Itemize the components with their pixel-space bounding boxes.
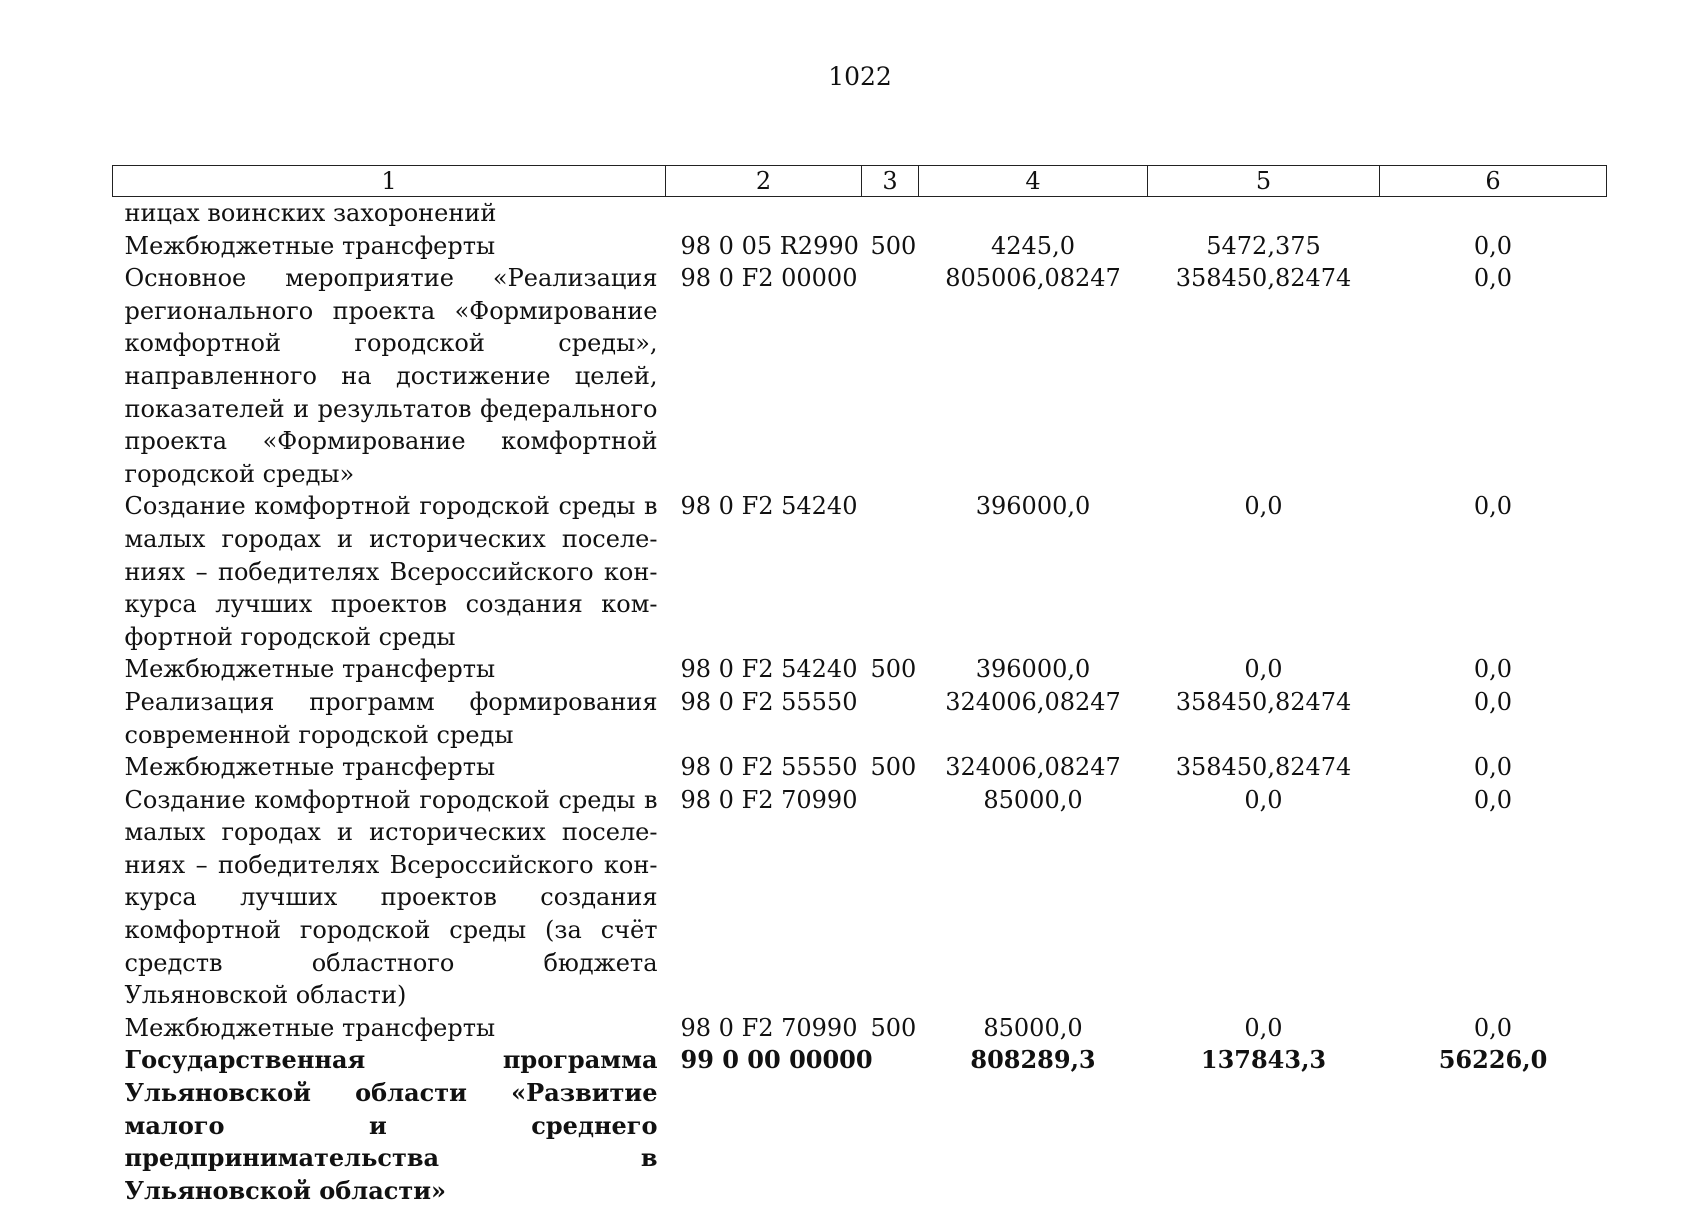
table-row [113, 1012, 1607, 1045]
row-description: Основное мероприятие «Реализация регионального проекта «Формирование комфортной городской среды», направленного на достижение целей, показателей и результатов федерального проекта «Формирование комфортной городской среды» [113, 262, 666, 490]
row-value-col4: 4245,0 [919, 230, 1148, 263]
row-description: Создание комфортной городской среды в малых городах и исторических поселениях – победителях Всероссийского конкурса лучших проектов создания комфортной городской среды (за счёт средств областного бюджета Ульяновской области) [113, 784, 666, 1012]
row-target-code: 98 0 F2 54240 [666, 653, 862, 686]
row-value-col4: 805006,08247 [919, 262, 1148, 490]
row-expense-type: 500 [862, 751, 919, 784]
row-expense-type [862, 197, 919, 230]
row-expense-type [862, 262, 919, 490]
row-description: Реализация программ формирования современной городской среды [113, 686, 666, 751]
row-value-col4: 808289,3 [919, 1044, 1148, 1207]
row-description: Создание комфортной городской среды в малых городах и исторических поселениях – победителях Всероссийского конкурса лучших проектов создания комфортной городской среды [113, 490, 666, 653]
row-value-col6: 0,0 [1380, 230, 1607, 263]
table-row [113, 490, 1607, 653]
row-expense-type [862, 784, 919, 1012]
row-value-col4: 396000,0 [919, 490, 1148, 653]
row-value-col4: 85000,0 [919, 1012, 1148, 1045]
row-value-col6: 0,0 [1380, 751, 1607, 784]
row-value-col5: 0,0 [1148, 1012, 1380, 1045]
row-target-code: 98 0 F2 55550 [666, 686, 862, 751]
row-description: ницах воинских захоронений [113, 197, 666, 230]
row-value-col4 [919, 197, 1148, 230]
column-header-6: 6 [1380, 166, 1607, 197]
row-expense-type: 500 [862, 1012, 919, 1045]
row-value-col4: 324006,08247 [919, 751, 1148, 784]
row-value-col5: 0,0 [1148, 653, 1380, 686]
row-value-col6 [1380, 197, 1607, 230]
row-target-code: 99 0 00 00000 [666, 1044, 862, 1207]
table-header-row [113, 166, 1607, 197]
row-value-col6: 0,0 [1380, 490, 1607, 653]
row-value-col4: 85000,0 [919, 784, 1148, 1012]
table-row [113, 784, 1607, 1012]
row-target-code: 98 0 F2 00000 [666, 262, 862, 490]
row-target-code: 98 0 F2 70990 [666, 784, 862, 1012]
column-header-1: 1 [113, 166, 666, 197]
page-number: 1022 [0, 62, 1698, 91]
table-row [113, 653, 1607, 686]
row-description: Межбюджетные трансферты [113, 653, 666, 686]
row-value-col5: 137843,3 [1148, 1044, 1380, 1207]
row-expense-type [862, 686, 919, 751]
row-target-code: 98 0 F2 70990 [666, 1012, 862, 1045]
table-row [113, 686, 1607, 751]
row-value-col5 [1148, 197, 1380, 230]
row-target-code: 98 0 05 R2990 [666, 230, 862, 263]
row-value-col4: 396000,0 [919, 653, 1148, 686]
row-value-col6: 56226,0 [1380, 1044, 1607, 1207]
row-expense-type: 500 [862, 230, 919, 263]
row-target-code [666, 197, 862, 230]
column-header-3: 3 [862, 166, 919, 197]
row-description: Государственная программа Ульяновской области «Развитие малого и среднего предпринимательства в Ульяновской области» [113, 1044, 666, 1207]
row-description: Межбюджетные трансферты [113, 230, 666, 263]
row-description: Межбюджетные трансферты [113, 1012, 666, 1045]
row-value-col5: 358450,82474 [1148, 262, 1380, 490]
row-description: Межбюджетные трансферты [113, 751, 666, 784]
column-header-5: 5 [1148, 166, 1380, 197]
row-value-col5: 358450,82474 [1148, 686, 1380, 751]
row-value-col5: 5472,375 [1148, 230, 1380, 263]
table-row [113, 262, 1607, 490]
row-expense-type [862, 490, 919, 653]
budget-table [112, 165, 1607, 1207]
row-expense-type: 500 [862, 653, 919, 686]
table-row [113, 230, 1607, 263]
row-value-col6: 0,0 [1380, 1012, 1607, 1045]
row-value-col5: 358450,82474 [1148, 751, 1380, 784]
column-header-4: 4 [919, 166, 1148, 197]
row-value-col4: 324006,08247 [919, 686, 1148, 751]
row-value-col5: 0,0 [1148, 490, 1380, 653]
row-value-col6: 0,0 [1380, 653, 1607, 686]
table-row [113, 1044, 1607, 1207]
table-body [113, 197, 1607, 1207]
table-row [113, 197, 1607, 230]
row-value-col6: 0,0 [1380, 686, 1607, 751]
row-target-code: 98 0 F2 54240 [666, 490, 862, 653]
table-row [113, 751, 1607, 784]
row-value-col6: 0,0 [1380, 262, 1607, 490]
row-target-code: 98 0 F2 55550 [666, 751, 862, 784]
column-header-2: 2 [666, 166, 862, 197]
row-value-col5: 0,0 [1148, 784, 1380, 1012]
row-value-col6: 0,0 [1380, 784, 1607, 1012]
